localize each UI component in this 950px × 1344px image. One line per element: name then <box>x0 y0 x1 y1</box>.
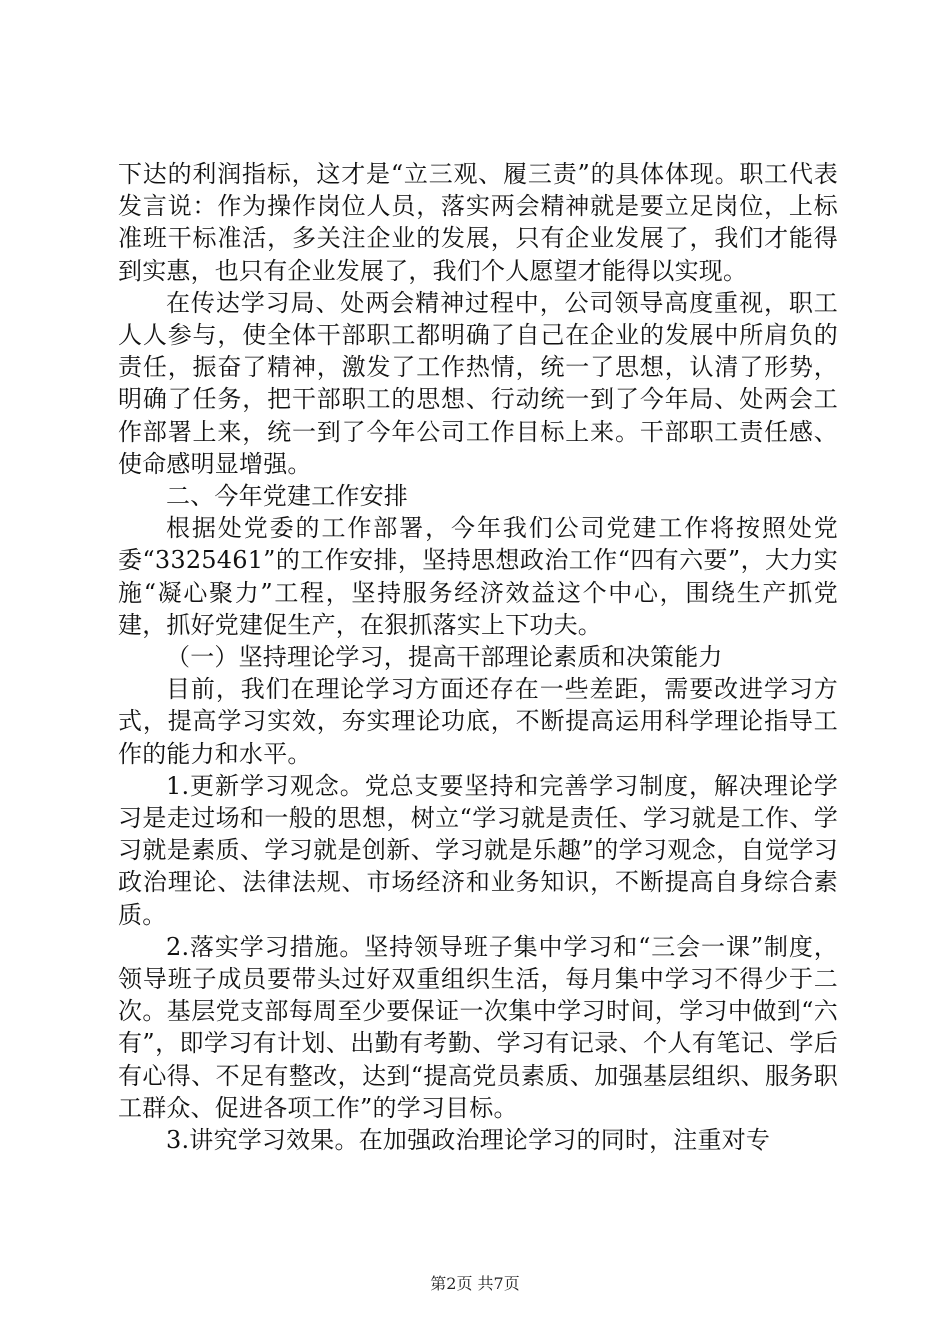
paragraph: 2.落实学习措施。坚持领导班子集中学习和“三会一课”制度，领导班子成员要带头过好双重组织生活，每月集中学习不得少于二次。基层党支部每周至少要保证一次集中学习时间，学习中做到“六有”，即学习有计划、出勤有考勤、学习有记录、个人有笔记、学后有心得、不足有整改，达到“提高党员素质、加强基层组织、服务职工群众、促进各项工作”的学习目标。 <box>118 932 838 1122</box>
paragraph: 3.讲究学习效果。在加强政治理论学习的同时，注重对专 <box>166 1126 771 1155</box>
body-text <box>118 158 838 1156</box>
page-number-footer: 第2页 共7页 <box>430 1274 520 1293</box>
section-heading: 二、今年党建工作安排 <box>166 482 408 511</box>
paragraph: 在传达学习局、处两会精神过程中，公司领导高度重视，职工人人参与，使全体干部职工都明确了自己在企业的发展中所肩负的责任，振奋了精神，激发了工作热情，统一了思想，认清了形势，明确了任务，把干部职工的思想、行动统一到了今年局、处两会工作部署上来，统一到了今年公司工作目标上来。干部职工责任感、使命感明显增强。 <box>118 288 838 478</box>
subsection-heading: （一）坚持理论学习，提高干部理论素质和决策能力 <box>166 643 723 672</box>
paragraph: 目前，我们在理论学习方面还存在一些差距，需要改进学习方式，提高学习实效，夯实理论功底，不断提高运用科学理论指导工作的能力和水平。 <box>118 675 838 768</box>
paragraph: 1.更新学习观念。党总支要坚持和完善学习制度，解决理论学习是走过场和一般的思想，树立“学习就是责任、学习就是工作、学习就是素质、学习就是创新、学习就是乐趣”的学习观念，自觉学习政治理论、法律法规、市场经济和业务知识，不断提高自身综合素质。 <box>118 771 838 929</box>
paragraph: 根据处党委的工作部署，今年我们公司党建工作将按照处党委“3325461”的工作安排，坚持思想政治工作“四有六要”，大力实施“凝心聚力”工程，坚持服务经济效益这个中心，围绕生产抓党建，抓好党建促生产，在狠抓落实上下功夫。 <box>118 514 838 639</box>
paragraph: 下达的利润指标，这才是“立三观、履三责”的具体体现。职工代表发言说：作为操作岗位人员，落实两会精神就是要立足岗位，上标准班干标准活，多关注企业的发展，只有企业发展了，我们才能得到实惠，也只有企业发展了，我们个人愿望才能得以实现。 <box>118 160 838 285</box>
